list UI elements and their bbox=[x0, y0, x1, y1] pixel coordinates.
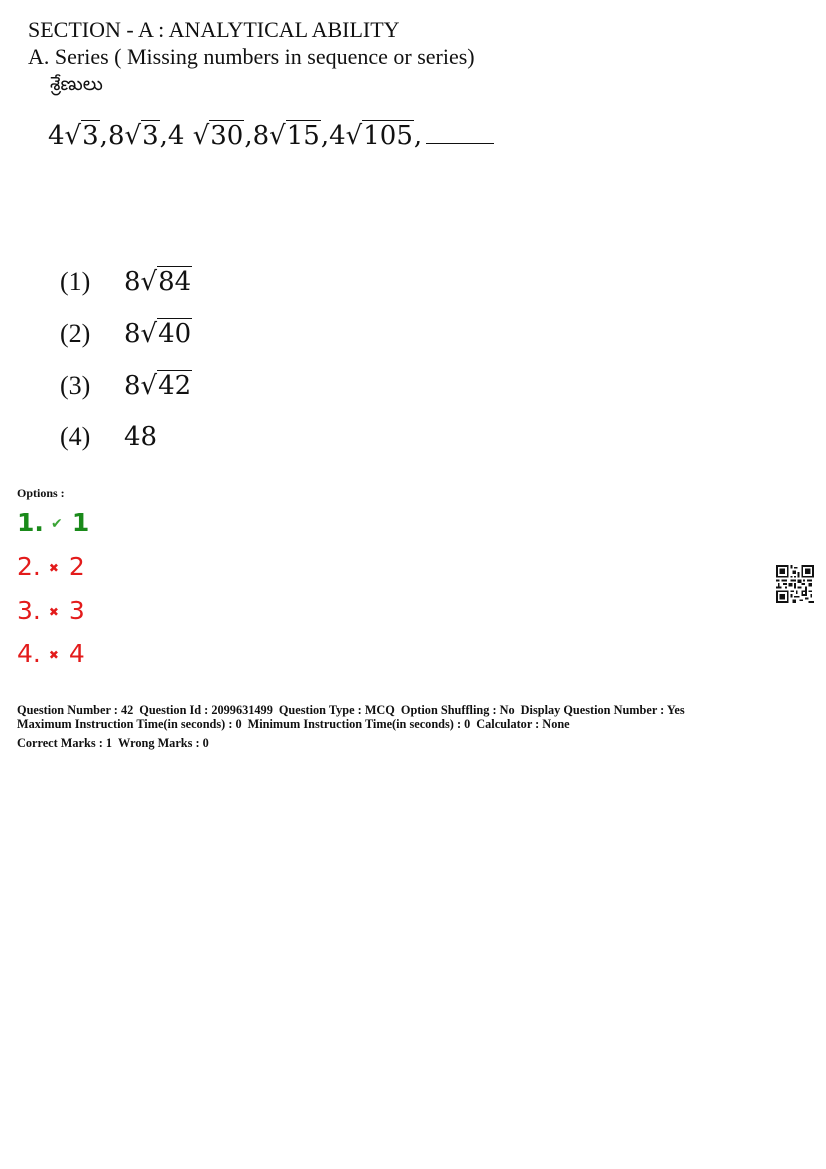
meta-question-type: Question Type : MCQ bbox=[278, 703, 395, 717]
meta-min-instruction-time: Minimum Instruction Time(in seconds) : 0 bbox=[247, 717, 471, 731]
check-icon: ✔ bbox=[51, 516, 63, 532]
telugu-heading: శ్రేణులు bbox=[50, 73, 103, 95]
choice-1 bbox=[60, 266, 192, 298]
choice-value: 8√40 bbox=[124, 319, 192, 349]
option-index: 3. bbox=[17, 596, 41, 625]
choice-number: (3) bbox=[60, 371, 91, 400]
choice-value: 8√42 bbox=[124, 371, 192, 401]
series-term-3: 4 √30, bbox=[167, 121, 253, 151]
meta-display-question-number: Display Question Number : Yes bbox=[520, 703, 685, 717]
series-term-1: 4√3, bbox=[48, 121, 108, 151]
meta-option-shuffling: Option Shuffling : No bbox=[400, 703, 515, 717]
series-term-4: 8√15, bbox=[252, 121, 330, 151]
option-value: 3 bbox=[68, 596, 85, 625]
choice-number: (1) bbox=[60, 267, 91, 296]
choice-value: 8√84 bbox=[124, 267, 192, 297]
question-meta-line-1 bbox=[17, 703, 691, 717]
series-term-5: 4√105, bbox=[329, 121, 423, 151]
option-value: 4 bbox=[68, 639, 85, 668]
choice-number: (2) bbox=[60, 319, 91, 348]
choice-4 bbox=[60, 421, 157, 453]
question-meta-line-3 bbox=[17, 736, 215, 750]
meta-max-instruction-time: Maximum Instruction Time(in seconds) : 0 bbox=[17, 717, 242, 731]
meta-question-id: Question Id : 2099631499 bbox=[139, 703, 273, 717]
series-term-2: 8√3, bbox=[107, 121, 168, 151]
cross-icon: ✖ bbox=[48, 605, 59, 619]
option-2 bbox=[17, 552, 85, 583]
meta-question-number: Question Number : 42 bbox=[17, 703, 134, 717]
choice-3 bbox=[60, 370, 192, 402]
meta-calculator: Calculator : None bbox=[476, 717, 570, 731]
answer-blank bbox=[426, 121, 494, 144]
option-value: 1 bbox=[71, 508, 90, 537]
option-3 bbox=[17, 596, 85, 627]
option-value: 2 bbox=[68, 552, 85, 581]
meta-correct-marks: Correct Marks : 1 bbox=[17, 736, 113, 750]
question-meta-line-2 bbox=[17, 717, 576, 731]
qr-code-icon bbox=[776, 565, 814, 603]
option-index: 4. bbox=[17, 639, 41, 668]
option-4 bbox=[17, 639, 85, 670]
option-index: 2. bbox=[17, 552, 41, 581]
choice-value: 48 bbox=[124, 422, 158, 452]
option-index: 1. bbox=[17, 508, 44, 537]
options-label: Options : bbox=[17, 486, 65, 500]
cross-icon: ✖ bbox=[48, 561, 59, 575]
cross-icon: ✖ bbox=[48, 648, 59, 662]
subsection-title: A. Series ( Missing numbers in sequence or series) bbox=[28, 44, 475, 69]
meta-wrong-marks: Wrong Marks : 0 bbox=[118, 736, 209, 750]
choice-number: (4) bbox=[60, 422, 91, 451]
option-1 bbox=[17, 508, 89, 539]
section-title: SECTION - A : ANALYTICAL ABILITY bbox=[28, 17, 400, 42]
choice-2 bbox=[60, 318, 192, 350]
question-series bbox=[48, 118, 494, 154]
